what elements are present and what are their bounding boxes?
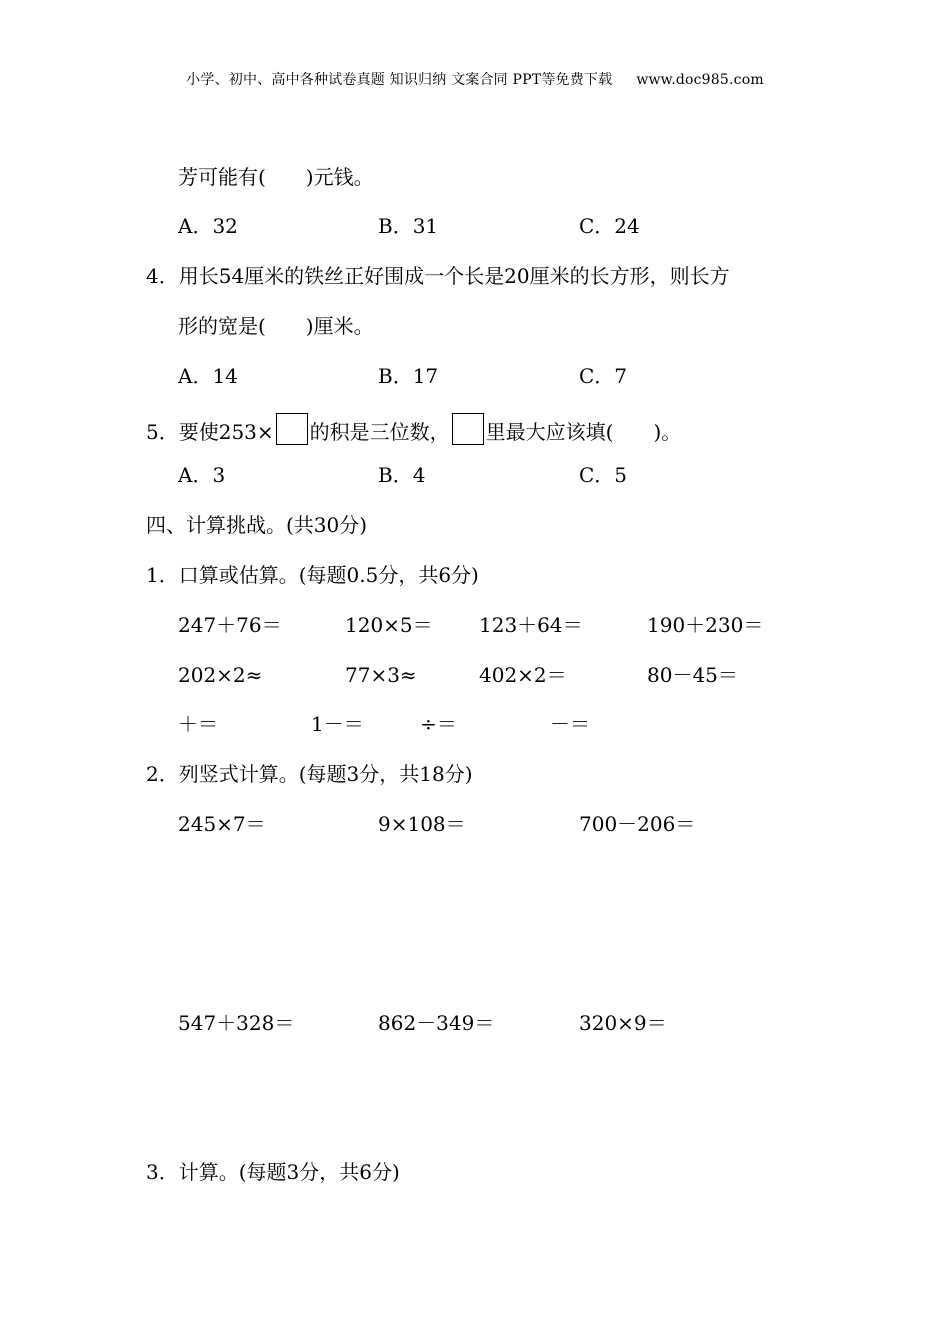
section4-title: 四、计算挑战。(共30分) bbox=[146, 513, 368, 537]
vertical-calc-item: 245×7＝ bbox=[178, 812, 266, 836]
vertical-calc-item: 700－206＝ bbox=[579, 812, 696, 836]
q5-line bbox=[146, 413, 681, 445]
q3-tail-text: 芳可能有( )元钱。 bbox=[178, 165, 374, 189]
q4-option-a: A．14 bbox=[178, 364, 238, 388]
blank-box bbox=[452, 413, 484, 445]
q5-suffix: 里最大应该填( )。 bbox=[485, 420, 682, 444]
oral-calc-item: 120×5＝ bbox=[345, 613, 433, 637]
vertical-calc-item: 320×9＝ bbox=[579, 1011, 667, 1035]
q3-option-a: A．32 bbox=[178, 214, 238, 238]
page-header bbox=[0, 69, 950, 89]
q5-prefix: 5．要使253× bbox=[146, 420, 274, 444]
q3-option-b: B．31 bbox=[378, 214, 439, 238]
vertical-calc-item: 862－349＝ bbox=[378, 1011, 495, 1035]
part3-title: 3．计算。(每题3分，共6分) bbox=[146, 1160, 400, 1184]
oral-calc-item: ÷＝ bbox=[420, 712, 457, 736]
oral-calc-item: 1－＝ bbox=[311, 712, 364, 736]
oral-calc-item: 80－45＝ bbox=[647, 663, 738, 687]
q5-option-a: A．3 bbox=[178, 463, 226, 487]
q4-line1: 4．用长54厘米的铁丝正好围成一个长是20厘米的长方形，则长方 bbox=[146, 264, 730, 288]
q4-option-b: B．17 bbox=[378, 364, 439, 388]
oral-calc-item: －＝ bbox=[550, 712, 590, 736]
q5-option-c: C．5 bbox=[579, 463, 628, 487]
q4-option-c: C．7 bbox=[579, 364, 628, 388]
q3-option-c: C．24 bbox=[579, 214, 640, 238]
q4-line2: 形的宽是( )厘米。 bbox=[178, 314, 374, 338]
oral-calc-item: 202×2≈ bbox=[178, 663, 263, 687]
oral-calc-item: 190＋230＝ bbox=[647, 613, 764, 637]
oral-calc-item: 123＋64＝ bbox=[479, 613, 583, 637]
oral-calc-item: ＋＝ bbox=[178, 712, 218, 736]
vertical-calc-item: 547＋328＝ bbox=[178, 1011, 295, 1035]
part2-title: 2．列竖式计算。(每题3分，共18分) bbox=[146, 762, 473, 786]
header-text: 小学、初中、高中各种试卷真题 知识归纳 文案合同 PPT等免费下载 bbox=[186, 72, 613, 88]
oral-calc-item: 247＋76＝ bbox=[178, 613, 282, 637]
part1-title: 1．口算或估算。(每题0.5分，共6分) bbox=[146, 563, 479, 587]
header-site: www.doc985.com bbox=[636, 72, 764, 88]
blank-box bbox=[276, 413, 308, 445]
oral-calc-item: 77×3≈ bbox=[345, 663, 417, 687]
oral-calc-item: 402×2＝ bbox=[479, 663, 567, 687]
vertical-calc-item: 9×108＝ bbox=[378, 812, 466, 836]
q5-mid: 的积是三位数， bbox=[309, 420, 450, 444]
q5-option-b: B．4 bbox=[378, 463, 426, 487]
